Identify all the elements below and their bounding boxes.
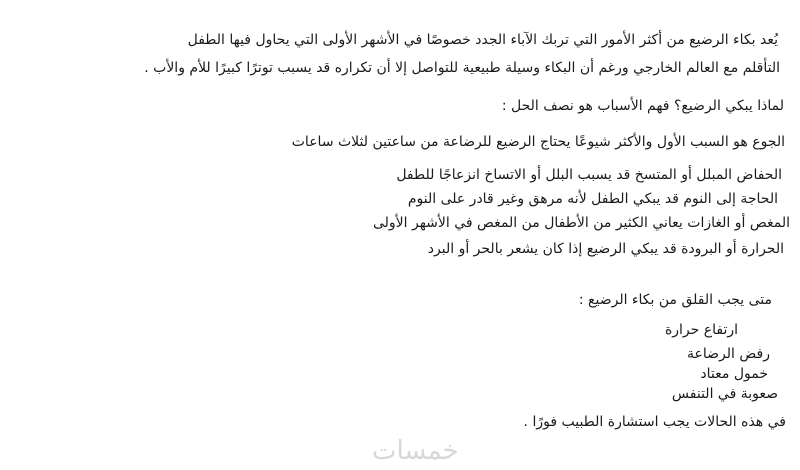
reason-item: الحفاض المبلل أو المتسخ قد يسبب البلل أو الاتساخ انزعاجًا للطفل (396, 167, 782, 183)
watermark-logo: خمسات (372, 436, 459, 466)
warning-sign-item: خمول معتاد (700, 366, 768, 382)
reason-item: المغص أو الغازات يعاني الكثير من الأطفال من المغص في الأشهر الأولى (372, 215, 790, 231)
warning-sign-item: ارتفاع حرارة (664, 322, 738, 338)
reason-item: الحاجة إلى النوم قد يبكي الطفل لأنه مرهق وغير قادر على النوم (407, 191, 778, 207)
intro-line-2: التأقلم مع العالم الخارجي ورغم أن البكاء وسيلة طبيعية للتواصل إلا أن تكراره قد يسبب توترًا كبيرًا للأم والأب . (144, 60, 780, 76)
reason-item: الحرارة أو البرودة قد يبكي الرضيع إذا كان يشعر بالحر أو البرد (427, 241, 784, 257)
warning-sign-item: رفض الرضاعة (687, 346, 770, 362)
reason-item: الجوع هو السبب الأول والأكثر شيوعًا يحتاج الرضيع للرضاعة من ساعتين لثلاث ساعات (291, 134, 785, 150)
intro-line-1: يُعد بكاء الرضيع من أكثر الأمور التي تربك الآباء الجدد خصوصًا في الأشهر الأولى التي يحاول فيها الطفل (187, 32, 778, 48)
worry-heading: متى يجب القلق من بكاء الرضيع : (578, 292, 772, 308)
warning-sign-item: صعوبة في التنفس (671, 386, 778, 402)
why-heading: لماذا يبكي الرضيع؟ فهم الأسباب هو نصف الحل : (501, 98, 784, 114)
closing-text: في هذه الحالات يجب استشارة الطبيب فورًا . (523, 414, 786, 430)
